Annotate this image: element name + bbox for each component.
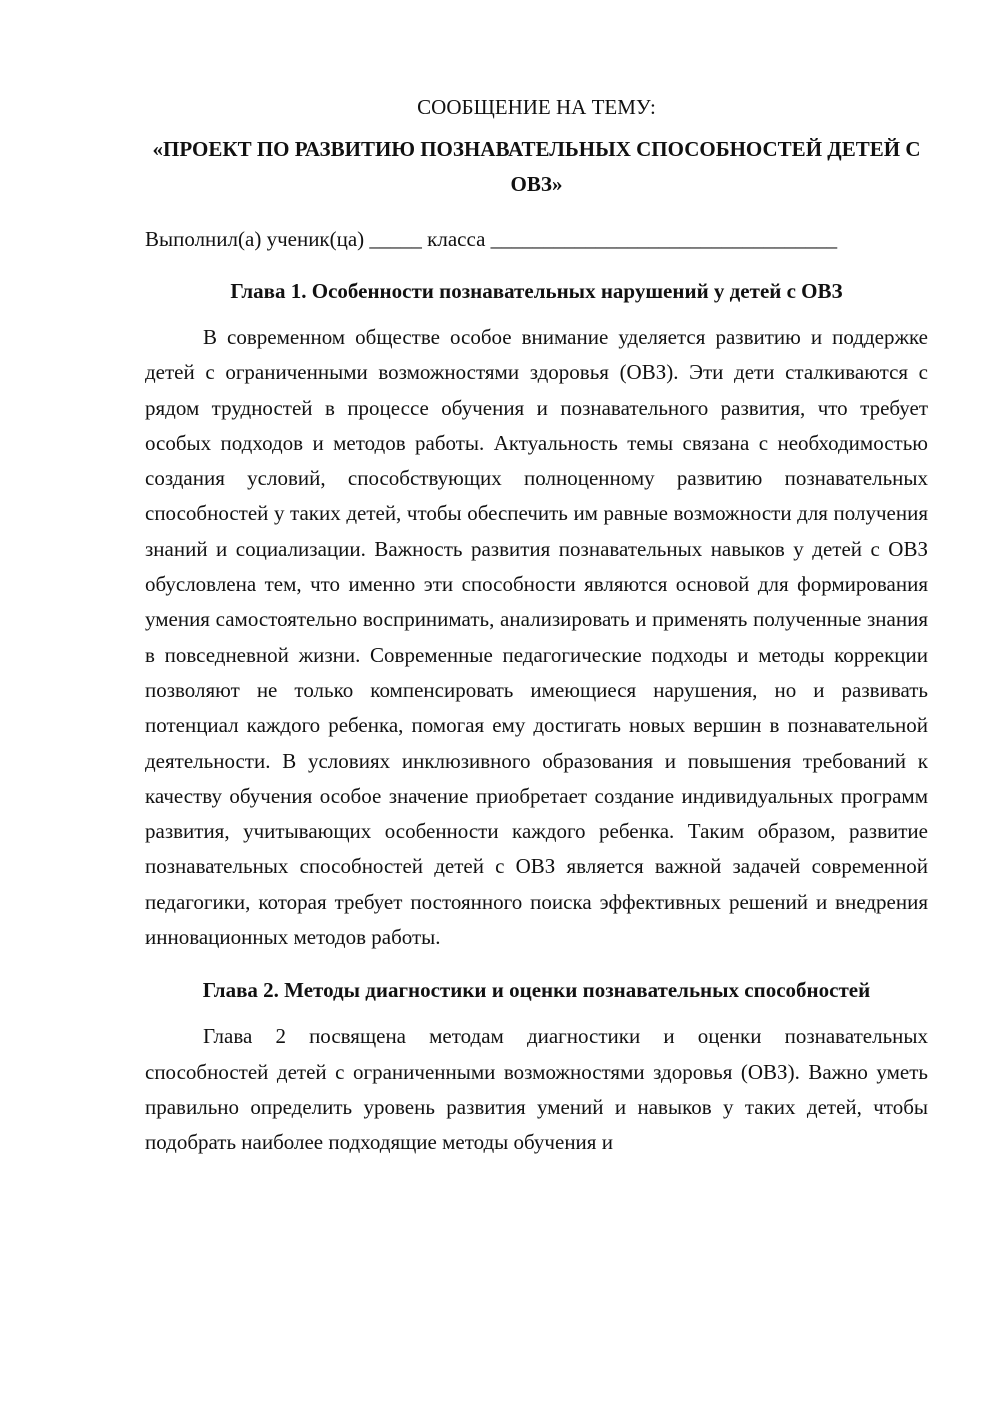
document-topic: «ПРОЕКТ ПО РАЗВИТИЮ ПОЗНАВАТЕЛЬНЫХ СПОСОБНОСТЕЙ ДЕТЕЙ С ОВЗ» xyxy=(152,137,921,196)
chapter-1-paragraph: В современном обществе особое внимание уделяется развитию и поддержке детей с ограниченными возможностями здоровья (ОВЗ). Эти дети сталкиваются с рядом трудностей в процессе обучения и познавательного развития, что требует особых подходов и методов работы. Актуальность темы связана с необходимостью создания условий, способствующих полноценному развитию познавательных способностей у таких детей, чтобы обеспечить им равные возможности для получения знаний и социализации. Важность развития познавательных навыков у детей с ОВЗ обусловлена тем, что именно эти способности являются основой для формирования умения самостоятельно воспринимать, анализировать и применять полученные знания в повседневной жизни. Современные педагогические подходы и методы коррекции позволяют не только компенсировать имеющиеся нарушения, но и развивать потенциал каждого ребенка, помогая ему достигать новых вершин в познавательной деятельности. В условиях инклюзивного образования и повышения требований к качеству обучения особое значение приобретает создание индивидуальных программ развития, учитывающих особенности каждого ребенка. Таким образом, развитие познавательных способностей детей с ОВЗ является важной задачей современной педагогики, которая требует постоянного поиска эффективных решений и внедрения инновационных методов работы. xyxy=(145,325,928,950)
document-page xyxy=(145,92,928,1161)
chapter-1-heading: Глава 1. Особенности познавательных нарушений у детей с ОВЗ xyxy=(230,279,843,303)
chapter-2-paragraph: Глава 2 посвящена методам диагностики и оценки познавательных способностей детей с ограниченными возможностями здоровья (ОВЗ). Важно уметь правильно определить уровень развития умений и навыков у таких детей, чтобы подобрать наиболее подходящие методы обучения и xyxy=(145,1024,928,1155)
document-title: СООБЩЕНИЕ НА ТЕМУ: xyxy=(417,95,656,119)
author-line: Выполнил(а) ученик(ца) _____ класса _________________________________ xyxy=(145,227,838,251)
chapter-2-heading: Глава 2. Методы диагностики и оценки познавательных способностей xyxy=(202,978,871,1003)
